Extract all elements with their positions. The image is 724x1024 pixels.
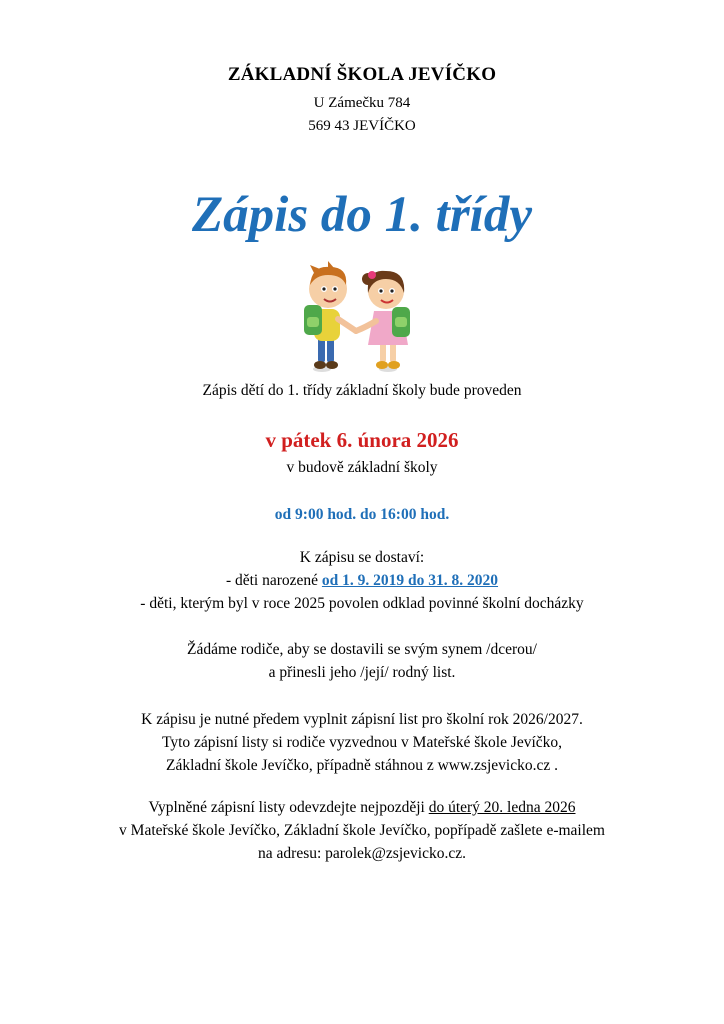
school-name: ZÁKLADNÍ ŠKOLA JEVÍČKO xyxy=(227,64,497,85)
attend-heading: K zápisu se dostaví: xyxy=(299,549,425,566)
enrollment-time: od 9:00 hod. do 16:00 hod. xyxy=(274,506,450,523)
deadline-line-3: na adresu: parolek@zsjevicko.cz. xyxy=(258,845,466,862)
address-city: 569 43 JEVÍČKO xyxy=(308,118,416,134)
intro-text: Zápis dětí do 1. třídy základní školy bude proveden xyxy=(202,382,522,399)
enrollment-date: v pátek 6. února 2026 xyxy=(265,428,459,452)
attend-item-birth-dates xyxy=(0,572,724,590)
form-line-1: K zápisu je nutné předem vyplnit zápisní list pro školní rok 2026/2027. xyxy=(141,711,583,728)
enrollment-location: v budově základní školy xyxy=(286,459,438,476)
form-line-2: Tyto zápisní listy si rodiče vyzvednou v Mateřské škole Jevíčko, xyxy=(161,734,563,751)
girl-figure xyxy=(356,271,410,372)
page-title: Zápis do 1. třídy xyxy=(192,187,532,243)
request-line-2: a přinesli jeho /její/ rodný list. xyxy=(268,664,456,681)
attend-item1-prefix: - děti narozené xyxy=(225,572,322,589)
deadline-date: do úterý 20. ledna 2026 xyxy=(428,799,576,816)
deadline-line-2: v Mateřské škole Jevíčko, Základní škole Jevíčko, popřípadě zašlete e-mailem xyxy=(119,822,605,839)
boy-figure xyxy=(304,261,356,372)
deadline-line-1 xyxy=(0,799,724,817)
request-line-1: Žádáme rodiče, aby se dostavili se svým synem /dcerou/ xyxy=(187,641,537,658)
birth-date-range: od 1. 9. 2019 do 31. 8. 2020 xyxy=(321,572,499,589)
address-street: U Zámečku 784 xyxy=(313,95,411,111)
attend-item-deferral: - děti, kterým byl v roce 2025 povolen odklad povinné školní docházky xyxy=(140,595,584,612)
deadline-prefix: Vyplněné zápisní listy odevzdejte nejpozději xyxy=(148,799,429,816)
two-school-children-with-backpacks-icon xyxy=(298,259,416,373)
form-line-3: Základní škole Jevíčko, případně stáhnou z www.zsjevicko.cz . xyxy=(166,757,558,774)
